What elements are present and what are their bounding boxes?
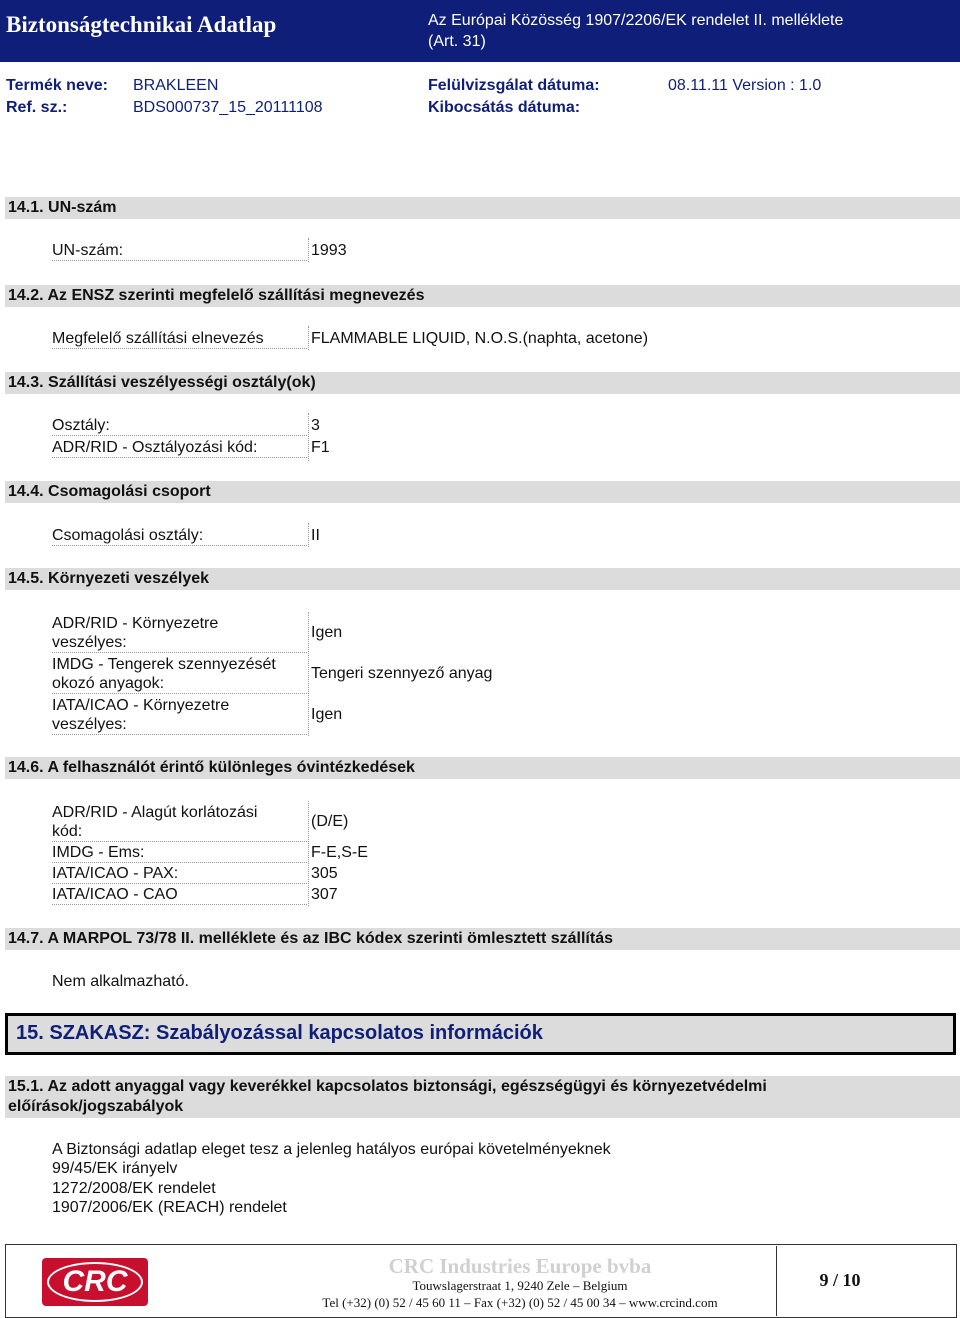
regulation-line: 1272/2008/EK rendelet	[52, 1180, 216, 1197]
section-title-14-2: 14.2. Az ENSZ szerinti megfelelő szállítási megnevezés	[8, 287, 425, 304]
label-line: veszélyes:	[52, 634, 127, 651]
iata-cao-label: IATA/ICAO - CAO	[52, 886, 307, 905]
tunnel-code-value: (D/E)	[311, 813, 349, 830]
section-title-14-4: 14.4. Csomagolási csoport	[8, 483, 211, 500]
issue-date-label: Kibocsátás dátuma:	[428, 99, 581, 116]
env-hazard-adr-value: Igen	[311, 624, 343, 641]
shipping-name-label: Megfelelő szállítási elnevezés	[52, 330, 307, 349]
iata-pax-value: 305	[311, 865, 338, 882]
section-title-15: 15. SZAKASZ: Szabályozással kapcsolatos információk	[16, 1022, 543, 1044]
label-line: kód:	[52, 823, 83, 840]
section-title-14-3: 14.3. Szállítási veszélyességi osztály(ok)	[8, 374, 316, 391]
label-divider	[308, 612, 310, 736]
classification-code-value: F1	[311, 439, 330, 456]
iata-cao-value: 307	[311, 886, 338, 903]
label-divider	[308, 801, 310, 906]
label-line: okozó anyagok:	[52, 675, 165, 692]
ref-value: BDS000737_15_20111108	[133, 99, 323, 116]
label-line: ADR/RID - Alagút korlátozási	[52, 804, 258, 821]
class-value: 3	[311, 417, 320, 434]
product-label: Termék neve:	[6, 77, 108, 94]
packing-group-value: II	[311, 527, 320, 544]
regulation-reference: Az Európai Közösség 1907/2206/EK rendelet II. melléklete (Art. 31)	[428, 12, 844, 50]
env-hazard-imdg-value: Tengeri szennyező anyag	[311, 665, 493, 682]
imdg-ems-value: F-E,S-E	[311, 844, 368, 861]
label-divider	[308, 326, 310, 350]
company-contact: Tel (+32) (0) 52 / 45 60 11 – Fax (+32) (0) 52 / 45 00 34 – www.crcind.com	[322, 1295, 718, 1310]
section-title-14-1: 14.1. UN-szám	[8, 199, 117, 216]
label-divider	[308, 413, 310, 461]
classification-code-label: ADR/RID - Osztályozási kód:	[52, 439, 307, 458]
section-title-15-1-line2: előírások/jogszabályok	[8, 1098, 184, 1115]
un-number-label: UN-szám:	[52, 242, 307, 261]
env-hazard-iata-value: Igen	[311, 706, 343, 723]
regulation-line: 99/45/EK irányelv	[52, 1160, 178, 1177]
logo-text: CRC	[62, 1265, 128, 1298]
env-hazard-iata-label	[52, 696, 307, 735]
label-line: IATA/ICAO - Környezetre	[52, 697, 230, 714]
ref-label: Ref. sz.:	[6, 99, 68, 116]
class-label: Osztály:	[52, 417, 307, 436]
section-title-14-5: 14.5. Környezeti veszélyek	[8, 570, 210, 587]
env-hazard-adr-label	[52, 614, 307, 653]
section-title-14-6: 14.6. A felhasználót érintő különleges óvintézkedések	[8, 759, 415, 776]
company-address: Touwslagerstraat 1, 9240 Zele – Belgium	[412, 1278, 628, 1293]
label-divider	[308, 523, 310, 547]
label-divider	[308, 238, 310, 262]
document-title: Biztonságtechnikai Adatlap	[6, 12, 277, 37]
product-value: BRAKLEEN	[133, 77, 219, 94]
un-number-value: 1993	[311, 242, 347, 259]
env-hazard-imdg-label	[52, 655, 307, 694]
shipping-name-value: FLAMMABLE LIQUID, N.O.S.(naphta, acetone)	[311, 330, 649, 347]
regulation-line: 1907/2006/EK (REACH) rendelet	[52, 1199, 287, 1216]
company-name: CRC Industries Europe bvba	[388, 1254, 652, 1278]
label-line: veszélyes:	[52, 716, 127, 733]
packing-group-label: Csomagolási osztály:	[52, 527, 307, 546]
label-line: IMDG - Tengerek szennyezését	[52, 656, 276, 673]
section-15-box	[5, 1013, 956, 1055]
review-date-value: 08.11.11 Version : 1.0	[668, 77, 822, 94]
review-date-label: Felülvizsgálat dátuma:	[428, 77, 600, 94]
section-title-14-7: 14.7. A MARPOL 73/78 II. melléklete és az IBC kódex szerinti ömlesztett szállítás	[8, 930, 613, 947]
page-divider	[776, 1246, 778, 1316]
iata-pax-label: IATA/ICAO - PAX:	[52, 865, 307, 884]
page-number: 9 / 10	[819, 1270, 861, 1290]
regulation-line: A Biztonsági adatlap eleget tesz a jelenleg hatályos európai követelményeknek	[52, 1141, 611, 1158]
tunnel-code-label	[52, 803, 307, 842]
imdg-ems-label: IMDG - Ems:	[52, 844, 307, 863]
section-bar-14-1	[5, 197, 960, 219]
section-title-15-1-line1: 15.1. Az adott anyaggal vagy keverékkel kapcsolatos biztonsági, egészségügyi és környezetvédelmi	[8, 1078, 767, 1095]
marpol-text: Nem alkalmazható.	[52, 973, 189, 990]
label-line: ADR/RID - Környezetre	[52, 615, 219, 632]
